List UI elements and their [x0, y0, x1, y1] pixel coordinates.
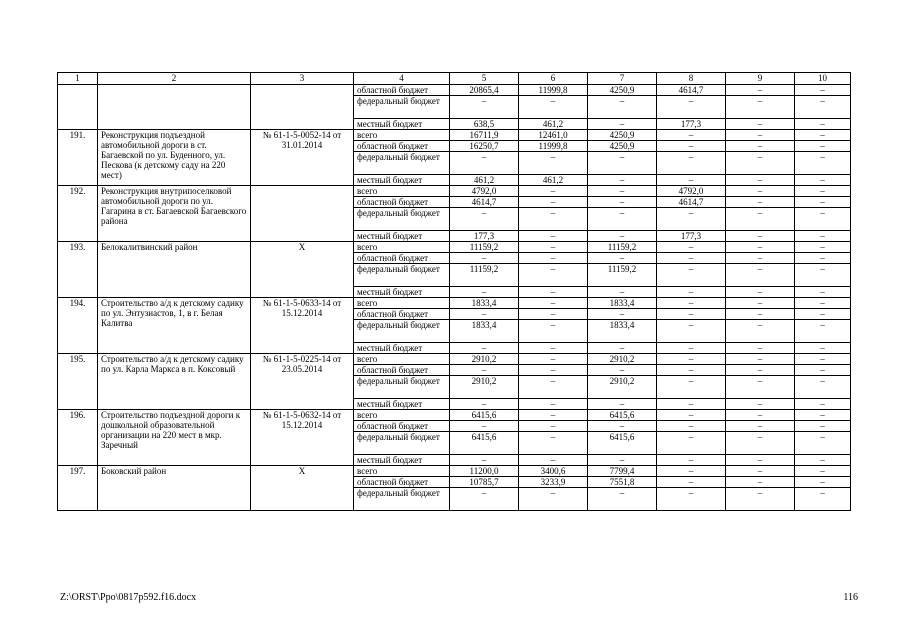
funding-amount: –: [657, 242, 726, 253]
funding-amount: –: [795, 231, 851, 242]
project-name: [98, 85, 251, 130]
funding-amount: –: [657, 455, 726, 466]
funding-source: местный бюджет: [354, 455, 450, 466]
table-row: [58, 130, 851, 141]
funding-amount: 6415,6: [450, 432, 519, 455]
funding-amount: –: [726, 141, 795, 152]
expertise-conclusion: [251, 186, 354, 242]
funding-amount: 3400,6: [519, 466, 588, 477]
project-name: Строительство а/д к детскому садику по ул. Карла Маркса в п. Коксовый: [98, 354, 251, 410]
funding-amount: 1833,4: [588, 320, 657, 343]
funding-amount: 4250,9: [588, 85, 657, 96]
funding-amount: –: [519, 320, 588, 343]
funding-amount: –: [726, 477, 795, 488]
funding-amount: –: [657, 343, 726, 354]
funding-amount: 177,3: [450, 231, 519, 242]
column-header: 6: [519, 73, 588, 85]
funding-amount: –: [588, 343, 657, 354]
funding-amount: –: [657, 298, 726, 309]
funding-amount: –: [726, 253, 795, 264]
funding-amount: 177,3: [657, 231, 726, 242]
funding-amount: –: [657, 477, 726, 488]
funding-amount: –: [519, 186, 588, 197]
funding-amount: –: [519, 287, 588, 298]
funding-amount: –: [726, 186, 795, 197]
funding-amount: –: [657, 399, 726, 410]
funding-source: федеральный бюджет: [354, 432, 450, 455]
funding-amount: 7799,4: [588, 466, 657, 477]
funding-amount: –: [450, 365, 519, 376]
funding-source: местный бюджет: [354, 119, 450, 130]
funding-amount: –: [450, 455, 519, 466]
funding-amount: 7551,8: [588, 477, 657, 488]
funding-amount: –: [519, 399, 588, 410]
table-body: [58, 85, 851, 511]
funding-amount: –: [519, 365, 588, 376]
funding-amount: –: [588, 231, 657, 242]
table-row: [58, 410, 851, 421]
funding-amount: –: [795, 298, 851, 309]
funding-amount: –: [519, 152, 588, 175]
table-row: [58, 354, 851, 365]
funding-amount: –: [588, 365, 657, 376]
funding-source: областной бюджет: [354, 197, 450, 208]
funding-amount: –: [657, 320, 726, 343]
funding-amount: –: [657, 264, 726, 287]
funding-amount: –: [519, 376, 588, 399]
funding-amount: –: [519, 432, 588, 455]
funding-source: местный бюджет: [354, 399, 450, 410]
funding-source: областной бюджет: [354, 477, 450, 488]
funding-amount: –: [657, 421, 726, 432]
funding-amount: 3233,9: [519, 477, 588, 488]
funding-amount: –: [795, 264, 851, 287]
page-number: 116: [843, 592, 858, 603]
funding-amount: –: [450, 253, 519, 264]
funding-amount: –: [795, 96, 851, 119]
funding-amount: –: [588, 175, 657, 186]
column-header: 4: [354, 73, 450, 85]
funding-amount: 1833,4: [450, 298, 519, 309]
funding-amount: 16250,7: [450, 141, 519, 152]
funding-amount: 12461,0: [519, 130, 588, 141]
funding-amount: –: [795, 455, 851, 466]
project-number: 192.: [58, 186, 98, 242]
funding-amount: –: [588, 488, 657, 511]
funding-amount: –: [726, 85, 795, 96]
budget-table: [57, 72, 851, 511]
column-number-row: [58, 73, 851, 85]
footer-file-path: Z:\ORST\Ppo\0817p592.f16.docx: [60, 592, 197, 603]
funding-amount: –: [519, 298, 588, 309]
funding-amount: –: [519, 421, 588, 432]
column-header: 3: [251, 73, 354, 85]
funding-amount: –: [657, 253, 726, 264]
funding-amount: –: [795, 175, 851, 186]
project-name: Боковский район: [98, 466, 251, 511]
funding-amount: –: [519, 231, 588, 242]
funding-amount: –: [726, 421, 795, 432]
funding-amount: –: [795, 376, 851, 399]
funding-amount: 16711,9: [450, 130, 519, 141]
funding-amount: 2910,2: [450, 354, 519, 365]
funding-amount: –: [657, 365, 726, 376]
funding-amount: 6415,6: [450, 410, 519, 421]
funding-amount: –: [450, 287, 519, 298]
funding-amount: 2910,2: [450, 376, 519, 399]
funding-amount: –: [726, 96, 795, 119]
funding-amount: –: [726, 119, 795, 130]
funding-amount: –: [519, 264, 588, 287]
funding-amount: –: [795, 152, 851, 175]
project-name: Белокалитвинский район: [98, 242, 251, 298]
column-header: 1: [58, 73, 98, 85]
funding-source: областной бюджет: [354, 421, 450, 432]
funding-amount: –: [726, 488, 795, 511]
funding-amount: –: [519, 309, 588, 320]
funding-source: местный бюджет: [354, 287, 450, 298]
funding-source: всего: [354, 186, 450, 197]
funding-amount: –: [795, 208, 851, 231]
funding-amount: –: [795, 119, 851, 130]
funding-amount: –: [795, 242, 851, 253]
funding-amount: –: [519, 354, 588, 365]
funding-amount: –: [657, 309, 726, 320]
funding-amount: –: [657, 152, 726, 175]
funding-amount: –: [795, 466, 851, 477]
funding-amount: 177,3: [657, 119, 726, 130]
project-number: [58, 85, 98, 130]
project-number: 195.: [58, 354, 98, 410]
funding-amount: –: [519, 455, 588, 466]
funding-amount: –: [726, 175, 795, 186]
funding-amount: –: [795, 477, 851, 488]
funding-source: всего: [354, 298, 450, 309]
funding-amount: 461,2: [450, 175, 519, 186]
funding-amount: 11999,8: [519, 141, 588, 152]
funding-amount: 6415,6: [588, 410, 657, 421]
funding-amount: –: [726, 320, 795, 343]
expertise-conclusion: № 61-1-5-0052-14 от 31.01.2014: [251, 130, 354, 186]
funding-amount: –: [657, 287, 726, 298]
funding-amount: –: [657, 488, 726, 511]
funding-source: всего: [354, 130, 450, 141]
funding-amount: 11999,8: [519, 85, 588, 96]
funding-amount: –: [519, 343, 588, 354]
funding-amount: –: [588, 119, 657, 130]
funding-amount: –: [588, 455, 657, 466]
funding-amount: –: [726, 197, 795, 208]
funding-amount: 11159,2: [450, 242, 519, 253]
funding-amount: –: [795, 197, 851, 208]
column-header: 5: [450, 73, 519, 85]
funding-amount: –: [657, 208, 726, 231]
column-header: 8: [657, 73, 726, 85]
funding-amount: –: [726, 287, 795, 298]
funding-amount: –: [726, 399, 795, 410]
funding-amount: –: [795, 309, 851, 320]
funding-amount: 1833,4: [588, 298, 657, 309]
funding-amount: –: [726, 309, 795, 320]
funding-amount: –: [726, 410, 795, 421]
funding-amount: –: [726, 376, 795, 399]
funding-amount: –: [795, 186, 851, 197]
funding-amount: –: [795, 365, 851, 376]
funding-amount: –: [450, 309, 519, 320]
funding-amount: –: [588, 197, 657, 208]
expertise-conclusion: № 61-1-5-0632-14 от 15.12.2014: [251, 410, 354, 466]
column-header: 9: [726, 73, 795, 85]
funding-source: федеральный бюджет: [354, 264, 450, 287]
funding-amount: –: [657, 466, 726, 477]
funding-amount: –: [519, 488, 588, 511]
funding-amount: –: [726, 264, 795, 287]
funding-amount: –: [588, 96, 657, 119]
funding-amount: –: [795, 354, 851, 365]
funding-amount: 6415,6: [588, 432, 657, 455]
funding-amount: –: [588, 287, 657, 298]
funding-amount: –: [588, 399, 657, 410]
funding-amount: –: [450, 96, 519, 119]
funding-amount: –: [588, 152, 657, 175]
expertise-conclusion: [251, 85, 354, 130]
funding-source: всего: [354, 354, 450, 365]
funding-source: областной бюджет: [354, 141, 450, 152]
funding-amount: –: [657, 96, 726, 119]
funding-amount: –: [519, 208, 588, 231]
funding-amount: –: [726, 208, 795, 231]
project-number: 194.: [58, 298, 98, 354]
funding-amount: –: [795, 421, 851, 432]
funding-source: федеральный бюджет: [354, 208, 450, 231]
funding-amount: 4792,0: [450, 186, 519, 197]
project-name: Реконструкция подъездной автомобильной дороги в ст. Багаевской по ул. Буденного, ул. Пескова (к детскому саду на 220 мест): [98, 130, 251, 186]
funding-amount: –: [726, 455, 795, 466]
funding-source: областной бюджет: [354, 253, 450, 264]
funding-amount: 4614,7: [450, 197, 519, 208]
funding-amount: –: [795, 287, 851, 298]
funding-amount: –: [657, 130, 726, 141]
funding-amount: –: [657, 376, 726, 399]
funding-amount: –: [519, 96, 588, 119]
table-row: [58, 242, 851, 253]
funding-amount: –: [657, 432, 726, 455]
project-number: 197.: [58, 466, 98, 511]
funding-amount: 20865,4: [450, 85, 519, 96]
funding-amount: –: [795, 432, 851, 455]
column-header: 2: [98, 73, 251, 85]
funding-amount: –: [657, 410, 726, 421]
funding-amount: –: [726, 242, 795, 253]
funding-amount: –: [795, 130, 851, 141]
funding-source: областной бюджет: [354, 365, 450, 376]
project-number: 191.: [58, 130, 98, 186]
funding-source: федеральный бюджет: [354, 376, 450, 399]
funding-amount: –: [726, 365, 795, 376]
funding-amount: 4250,9: [588, 130, 657, 141]
funding-amount: –: [450, 421, 519, 432]
table-row: [58, 85, 851, 96]
funding-amount: 2910,2: [588, 354, 657, 365]
funding-amount: 461,2: [519, 175, 588, 186]
funding-amount: –: [657, 175, 726, 186]
project-number: 196.: [58, 410, 98, 466]
funding-amount: –: [726, 466, 795, 477]
funding-amount: –: [726, 231, 795, 242]
funding-amount: –: [726, 343, 795, 354]
funding-amount: 2910,2: [588, 376, 657, 399]
table-row: [58, 298, 851, 309]
funding-amount: –: [726, 130, 795, 141]
funding-amount: –: [795, 141, 851, 152]
funding-amount: –: [588, 208, 657, 231]
funding-amount: –: [519, 242, 588, 253]
funding-amount: 461,2: [519, 119, 588, 130]
funding-amount: –: [726, 298, 795, 309]
funding-amount: –: [795, 85, 851, 96]
funding-amount: –: [795, 320, 851, 343]
funding-amount: 11159,2: [450, 264, 519, 287]
funding-amount: –: [588, 253, 657, 264]
funding-amount: 638,5: [450, 119, 519, 130]
project-name: Реконструкция внутрипоселковой автомобильной дороги по ул. Гагарина в ст. Багаевской Багаевского района: [98, 186, 251, 242]
column-header: 7: [588, 73, 657, 85]
funding-source: федеральный бюджет: [354, 320, 450, 343]
funding-source: местный бюджет: [354, 343, 450, 354]
expertise-conclusion: № 61-1-5-0225-14 от 23.05.2014: [251, 354, 354, 410]
funding-source: федеральный бюджет: [354, 96, 450, 119]
funding-amount: 4250,9: [588, 141, 657, 152]
funding-amount: –: [588, 309, 657, 320]
funding-source: федеральный бюджет: [354, 152, 450, 175]
funding-source: всего: [354, 242, 450, 253]
funding-amount: –: [450, 488, 519, 511]
table-row: [58, 186, 851, 197]
funding-amount: –: [657, 141, 726, 152]
table-row: [58, 466, 851, 477]
funding-source: всего: [354, 410, 450, 421]
funding-amount: –: [450, 399, 519, 410]
funding-amount: –: [795, 253, 851, 264]
funding-source: местный бюджет: [354, 175, 450, 186]
funding-amount: 10785,7: [450, 477, 519, 488]
project-name: Строительство подъездной дороги к дошкольной образовательной организации на 220 мест в мкр. Заречный: [98, 410, 251, 466]
expertise-conclusion: Х: [251, 466, 354, 511]
funding-amount: 11159,2: [588, 242, 657, 253]
project-number: 193.: [58, 242, 98, 298]
funding-amount: –: [657, 354, 726, 365]
funding-amount: –: [726, 152, 795, 175]
funding-amount: –: [795, 399, 851, 410]
funding-amount: –: [588, 186, 657, 197]
funding-amount: –: [726, 354, 795, 365]
funding-amount: –: [450, 208, 519, 231]
funding-amount: 4792,0: [657, 186, 726, 197]
funding-source: федеральный бюджет: [354, 488, 450, 511]
funding-source: местный бюджет: [354, 231, 450, 242]
funding-amount: 4614,7: [657, 85, 726, 96]
funding-source: областной бюджет: [354, 85, 450, 96]
funding-amount: –: [450, 343, 519, 354]
column-header: 10: [795, 73, 851, 85]
expertise-conclusion: № 61-1-5-0633-14 от 15.12.2014: [251, 298, 354, 354]
funding-amount: –: [519, 197, 588, 208]
funding-amount: –: [588, 421, 657, 432]
funding-amount: 1833,4: [450, 320, 519, 343]
funding-amount: –: [795, 343, 851, 354]
funding-amount: –: [795, 488, 851, 511]
funding-amount: –: [450, 152, 519, 175]
funding-amount: 4614,7: [657, 197, 726, 208]
funding-amount: 11200,0: [450, 466, 519, 477]
funding-source: всего: [354, 466, 450, 477]
funding-amount: 11159,2: [588, 264, 657, 287]
funding-source: областной бюджет: [354, 309, 450, 320]
funding-amount: –: [795, 410, 851, 421]
funding-amount: –: [519, 253, 588, 264]
project-name: Строительство а/д к детскому садику по ул. Энтузиастов, 1, в г. Белая Калитва: [98, 298, 251, 354]
funding-amount: –: [519, 410, 588, 421]
funding-amount: –: [726, 432, 795, 455]
expertise-conclusion: Х: [251, 242, 354, 298]
